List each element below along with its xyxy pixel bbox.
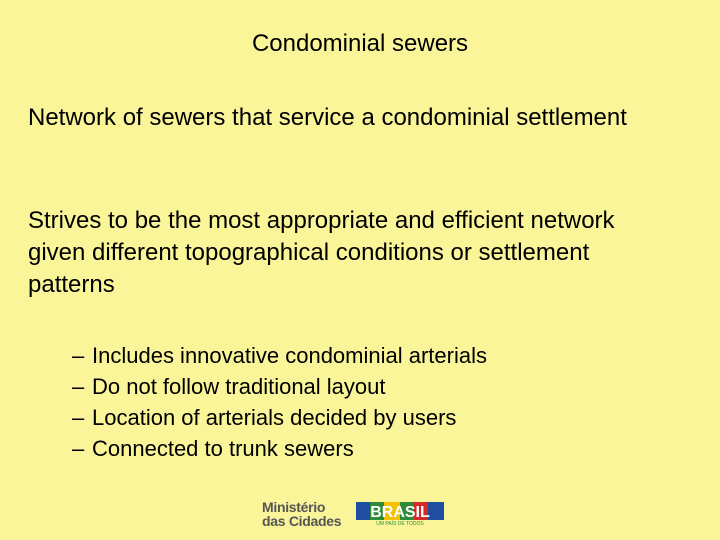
bullet-dash: – bbox=[72, 436, 85, 461]
brasil-tagline: UM PAÍS DE TODOS bbox=[376, 521, 424, 527]
bullet-item bbox=[72, 433, 487, 464]
bullet-dash: – bbox=[72, 405, 85, 430]
ministerio-cidades-logo bbox=[262, 500, 341, 528]
bullet-text: Do not follow traditional layout bbox=[92, 374, 386, 399]
slide-title: Condominial sewers bbox=[251, 30, 469, 57]
footer-logo bbox=[262, 500, 446, 532]
bullet-item bbox=[72, 371, 487, 402]
brasil-logo bbox=[356, 502, 444, 528]
bullet-text: Connected to trunk sewers bbox=[92, 436, 354, 461]
bullet-list bbox=[72, 340, 487, 464]
bullet-item bbox=[72, 402, 487, 433]
paragraph-network-definition: Network of sewers that service a condominial settlement bbox=[28, 104, 627, 131]
paragraph-appropriate-network: Strives to be the most appropriate and efficient network given different topographical conditions or settlement patterns bbox=[28, 207, 615, 298]
bullet-item bbox=[72, 340, 487, 371]
ministerio-line1: Ministério bbox=[262, 499, 326, 515]
ministerio-line2: das Cidades bbox=[262, 513, 342, 529]
bullet-text: Location of arterials decided by users bbox=[92, 405, 457, 430]
bullet-dash: – bbox=[72, 343, 85, 368]
brasil-word: BRASIL bbox=[370, 504, 430, 521]
bullet-dash: – bbox=[72, 374, 85, 399]
bullet-text: Includes innovative condominial arterials bbox=[92, 343, 487, 368]
